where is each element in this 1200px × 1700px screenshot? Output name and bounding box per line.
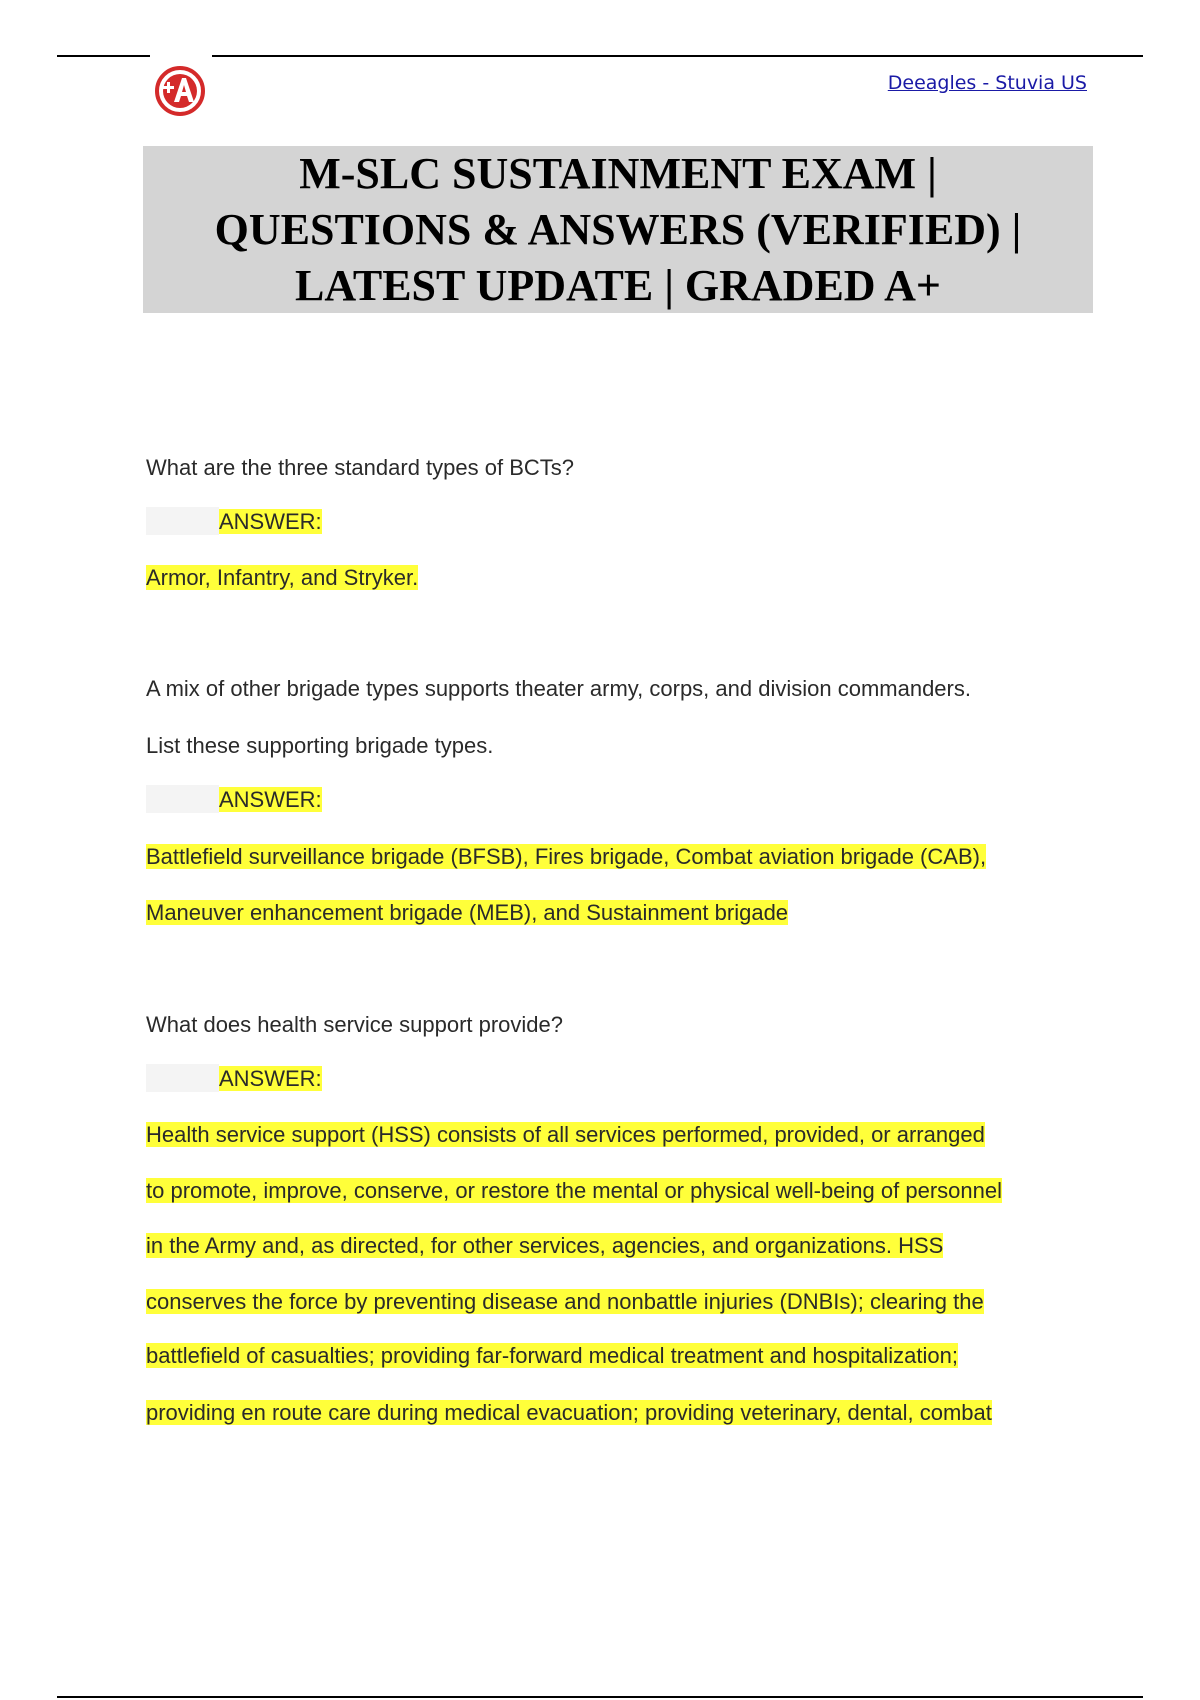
answer-text: Maneuver enhancement brigade (MEB), and Sustainment brigade [146, 900, 789, 925]
answer-label: ANSWER: [146, 507, 322, 537]
header-rule-right [212, 55, 1143, 57]
answer-text: in the Army and, as directed, for other services, agencies, and organizations. HSS [146, 1233, 944, 1258]
question-text: List these supporting brigade types. [146, 733, 494, 758]
title-line: M-SLC SUSTAINMENT EXAM | [299, 148, 937, 198]
question-text: A mix of other brigade types supports theater army, corps, and division commanders. [146, 676, 971, 701]
site-link[interactable]: Deeagles - Stuvia US [887, 72, 1087, 94]
answer-text: providing en route care during medical evacuation; providing veterinary, dental, combat [146, 1400, 992, 1425]
title-line: LATEST UPDATE | GRADED A+ [295, 260, 941, 310]
document-title [153, 146, 1083, 314]
stuvia-a-plus-badge-icon [152, 64, 208, 116]
question-text: What are the three standard types of BCTs? [146, 455, 575, 480]
answer-label: ANSWER: [146, 785, 322, 815]
title-line: QUESTIONS & ANSWERS (VERIFIED) | [214, 204, 1022, 254]
answer-text: battlefield of casualties; providing far-forward medical treatment and hospitalization; [146, 1343, 958, 1368]
answer-text: Armor, Infantry, and Stryker. [146, 565, 419, 590]
title-banner [143, 146, 1093, 313]
answer-text: to promote, improve, conserve, or restore the mental or physical well-being of personnel [146, 1178, 1002, 1203]
answer-text: Health service support (HSS) consists of all services performed, provided, or arranged [146, 1122, 985, 1147]
answer-text: Battlefield surveillance brigade (BFSB), Fires brigade, Combat aviation brigade (CAB), [146, 844, 987, 869]
header-rule-left [57, 55, 150, 57]
answer-label: ANSWER: [146, 1064, 322, 1094]
footer-rule [57, 1696, 1143, 1698]
answer-text: conserves the force by preventing disease and nonbattle injuries (DNBIs); clearing the [146, 1289, 984, 1314]
question-text: What does health service support provide? [146, 1012, 564, 1037]
